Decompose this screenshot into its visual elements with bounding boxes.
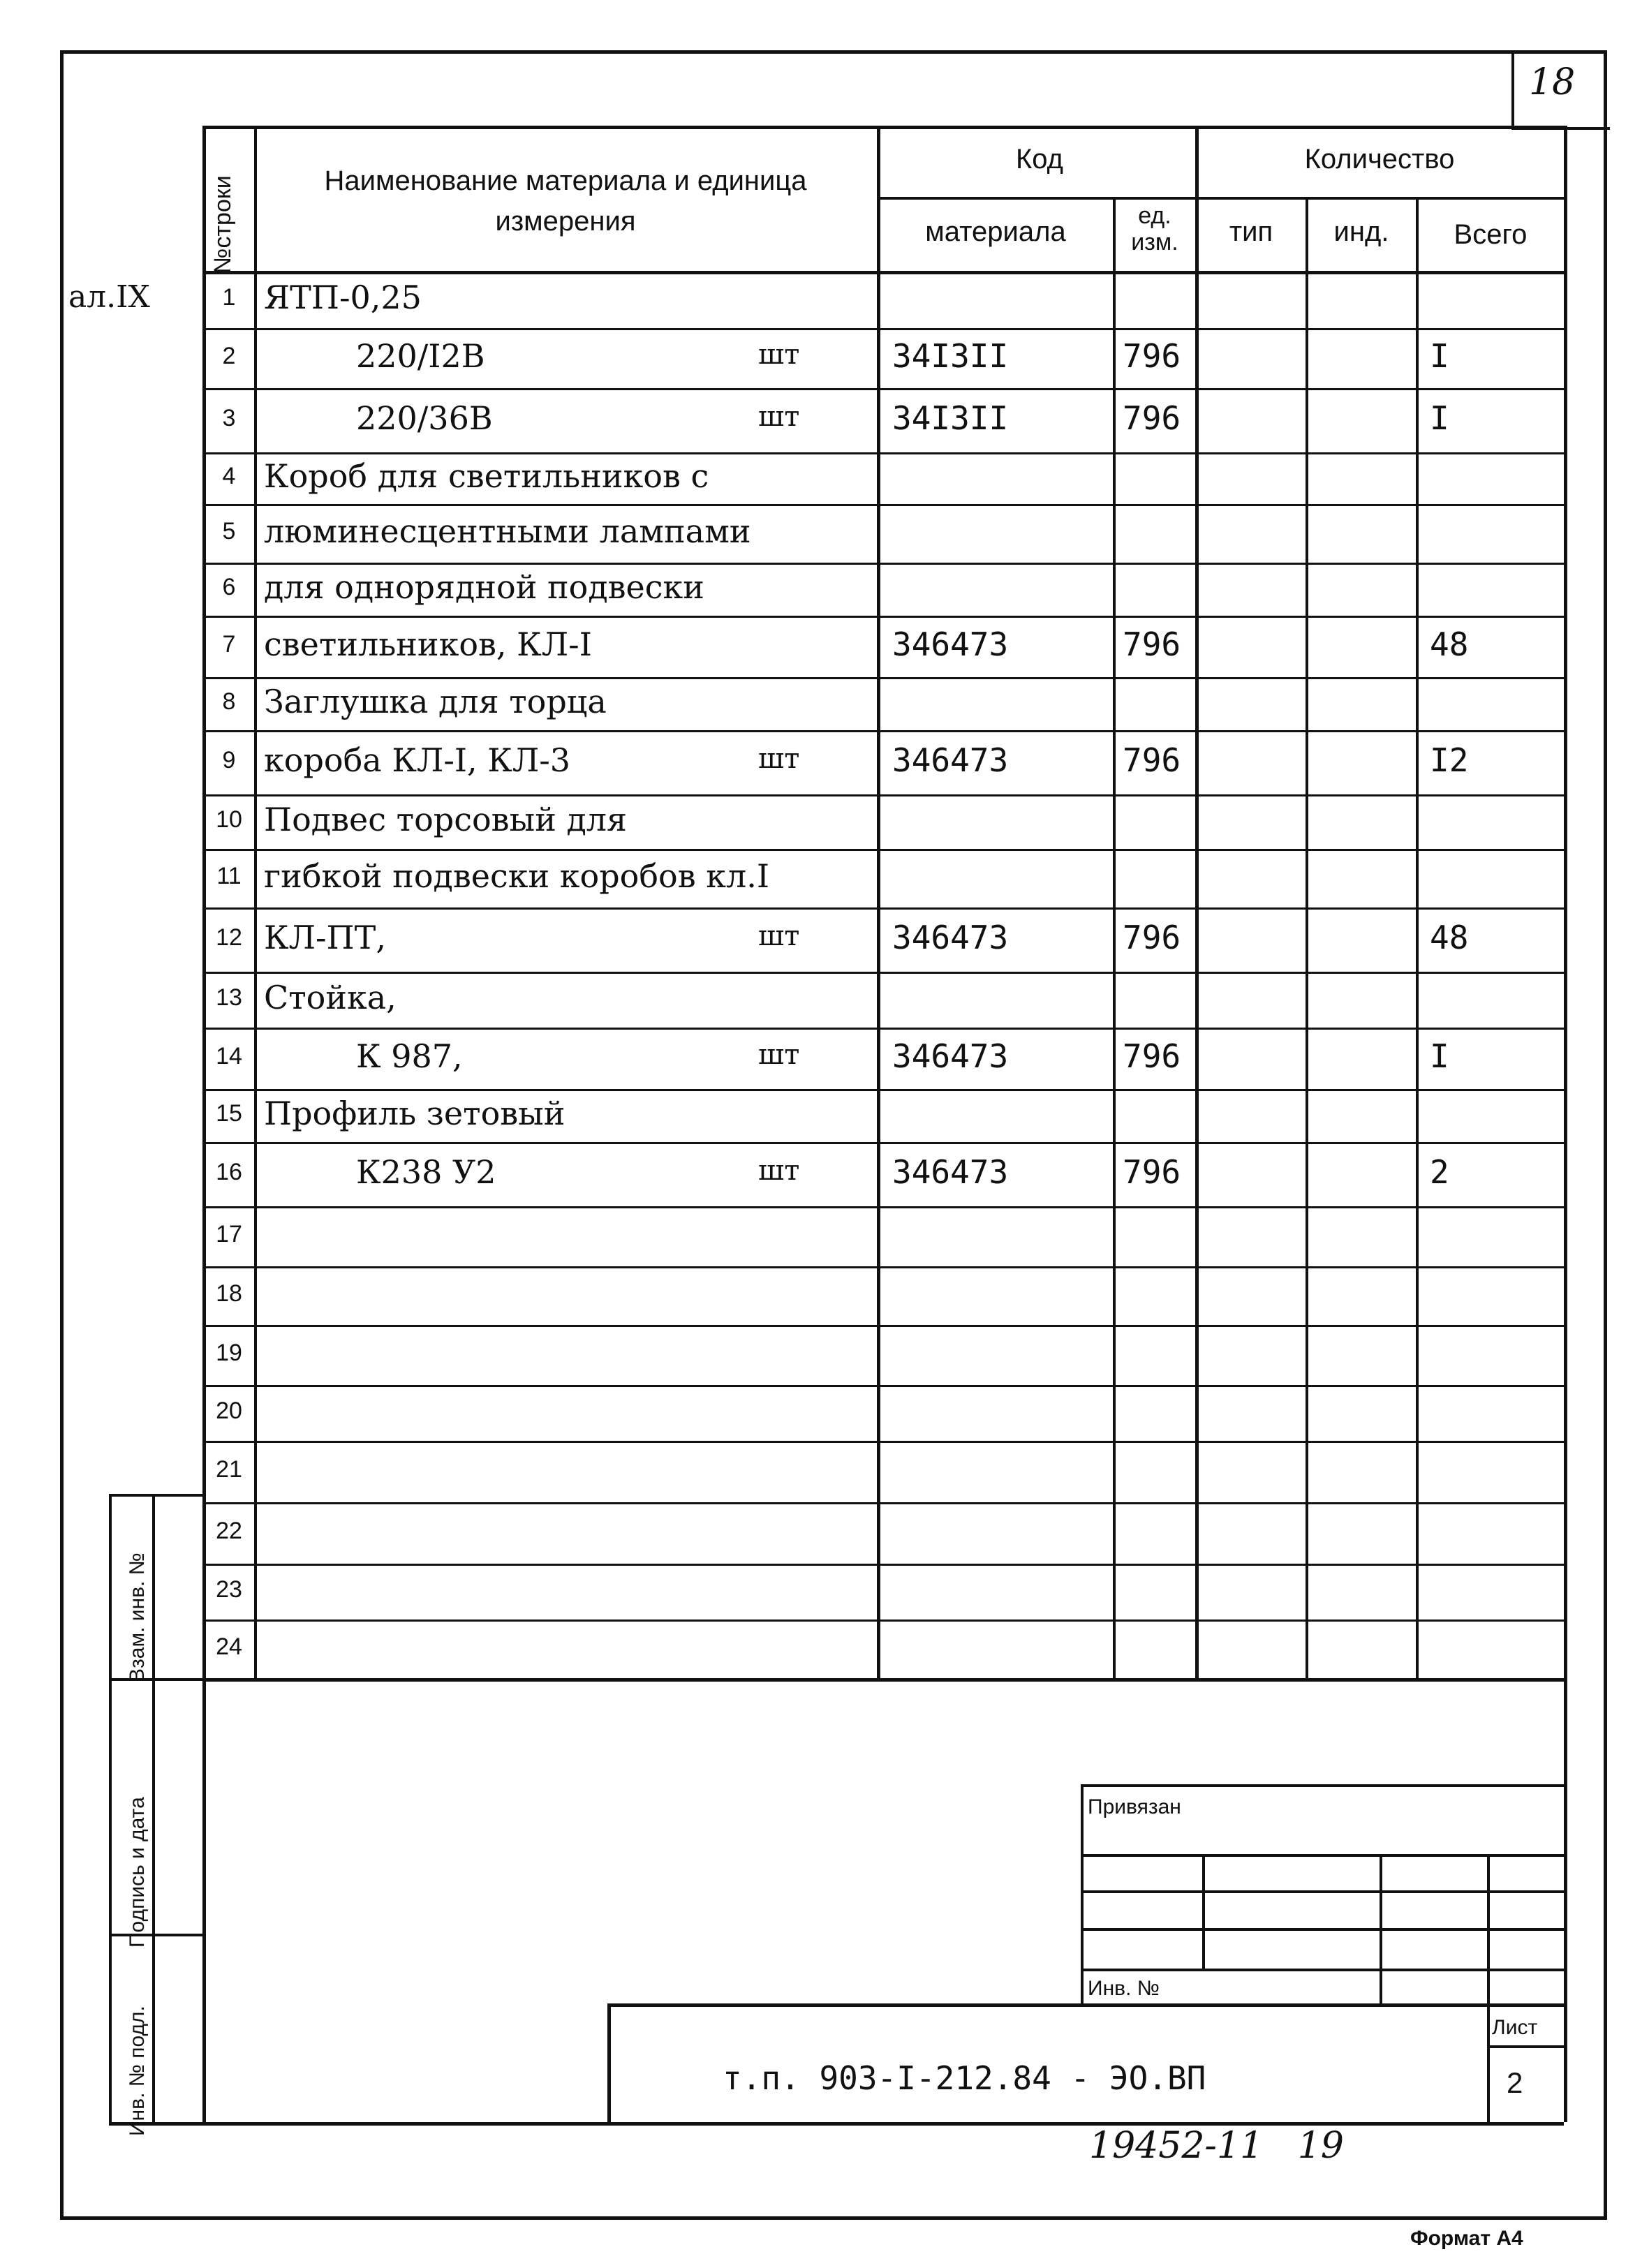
header-unit: ед. изм.: [1131, 202, 1178, 255]
row-total: 48: [1430, 625, 1469, 663]
row-name: ЯТП-0,25: [264, 279, 422, 316]
row-number: 4: [222, 463, 236, 489]
h-line: [202, 794, 1564, 796]
h-line: [109, 1678, 202, 1681]
v-line: [877, 126, 880, 1678]
header-total: Всего: [1454, 219, 1528, 250]
h-line: [202, 2122, 1564, 2126]
row-number: 6: [222, 574, 236, 600]
h-line: [1081, 1969, 1564, 1971]
h-line: [202, 504, 1564, 506]
row-unit-label: шт: [758, 339, 800, 371]
h-line: [202, 1028, 1564, 1030]
handwritten-number: 19452-11 19: [1089, 2125, 1344, 2167]
row-unit-label: шт: [758, 920, 800, 952]
h-line: [109, 1494, 202, 1497]
header-name-text: Наименование материала и единица измерения: [324, 165, 807, 237]
row-name: Профиль зетовый: [264, 1095, 565, 1132]
h-line: [1081, 1928, 1564, 1931]
row-name: Короб для светильников с: [264, 457, 709, 495]
row-number: 10: [216, 806, 242, 833]
v-line: [254, 126, 257, 1678]
v-line: [1195, 126, 1199, 1678]
row-unit-code: 796: [1123, 741, 1181, 779]
row-code: 346473: [892, 919, 1009, 956]
h-line: [202, 1142, 1564, 1144]
h-line: [202, 563, 1564, 565]
h-line: [202, 126, 1564, 129]
list-label: Лист: [1492, 2016, 1538, 2039]
row-name: 220/I2В: [356, 337, 485, 375]
designation: т.п. 903-I-212.84 - ЭО.ВП: [723, 2059, 1206, 2097]
row-number: 13: [216, 984, 242, 1011]
h-line: [202, 328, 1564, 330]
header-row-no: №строки: [209, 175, 236, 274]
h-line: [1487, 2045, 1564, 2048]
h-line: [202, 452, 1564, 454]
row-total: I2: [1430, 741, 1469, 779]
v-line: [607, 2003, 611, 2122]
inv-no-label: Инв. №: [1088, 1977, 1160, 2000]
v-line: [1487, 1854, 1490, 2122]
page-frame: [60, 50, 1607, 2220]
row-unit-code: 796: [1123, 625, 1181, 663]
v-line: [1113, 197, 1116, 1678]
v-line: [1416, 197, 1419, 1678]
h-line: [202, 907, 1564, 910]
list-number: 2: [1507, 2066, 1523, 2099]
v-line: [1202, 1854, 1205, 1969]
h-line: [202, 1325, 1564, 1327]
row-total: I: [1430, 399, 1449, 437]
row-name: для однорядной подвески: [264, 568, 704, 606]
row-number: 19: [216, 1340, 242, 1366]
row-name: люминесцентными лампами: [264, 512, 751, 550]
row-total: 48: [1430, 919, 1469, 956]
h-line: [607, 2003, 1564, 2007]
row-unit-label: шт: [758, 401, 800, 433]
h-line: [202, 1441, 1564, 1443]
row-code: 346473: [892, 1037, 1009, 1075]
h-line: [202, 388, 1564, 390]
row-number: 24: [216, 1633, 242, 1660]
h-line: [202, 1206, 1564, 1208]
row-unit-code: 796: [1123, 1153, 1181, 1191]
row-number: 18: [216, 1280, 242, 1307]
row-unit-label: шт: [758, 1155, 800, 1187]
row-name: Стойка,: [264, 979, 397, 1016]
sidebar-inv-podl: Инв. № подл.: [126, 2006, 149, 2136]
v-line: [1564, 126, 1567, 1678]
row-total: I: [1430, 337, 1449, 375]
h-line: [109, 1934, 202, 1936]
row-name: К 987,: [356, 1037, 463, 1075]
row-number: 14: [216, 1043, 242, 1069]
h-line: [202, 849, 1564, 851]
h-line: [202, 730, 1564, 732]
row-code: 34I3II: [892, 399, 1009, 437]
sidebar-podpis: Подпись и дата: [126, 1797, 149, 1948]
header-qty: Количество: [1304, 144, 1455, 175]
v-line: [1306, 197, 1308, 1678]
row-number: 5: [222, 518, 236, 544]
row-code: 346473: [892, 1153, 1009, 1191]
row-code: 346473: [892, 625, 1009, 663]
row-number: 9: [222, 747, 236, 773]
row-number: 3: [222, 405, 236, 431]
row-total: I: [1430, 1037, 1449, 1075]
h-line: [109, 2122, 202, 2126]
row-number: 23: [216, 1576, 242, 1603]
row-name: гибкой подвески коробов кл.I: [264, 857, 770, 895]
row-name: 220/36В: [356, 399, 493, 437]
row-name: короба КЛ-I, КЛ-3: [264, 741, 571, 779]
row-name: Подвес торсовый для: [264, 801, 628, 838]
row-number: 17: [216, 1221, 242, 1247]
row-number: 21: [216, 1456, 242, 1483]
h-line: [877, 197, 1564, 200]
row-name: К238 У2: [356, 1153, 496, 1191]
h-line: [202, 616, 1564, 618]
row-number: 12: [216, 924, 242, 951]
page-number: 18: [1529, 61, 1576, 103]
row-number: 16: [216, 1159, 242, 1185]
v-line: [152, 1494, 155, 2122]
h-line: [202, 1678, 1564, 1682]
header-code: Код: [1015, 144, 1063, 175]
row-unit-code: 796: [1123, 919, 1181, 956]
row-number: 7: [222, 631, 236, 658]
sidebar-vzam: Взам. инв. №: [126, 1552, 149, 1682]
row-number: 15: [216, 1100, 242, 1127]
row-name: КЛ-ПТ,: [264, 919, 386, 956]
header-ind: инд.: [1333, 216, 1389, 247]
row-unit-label: шт: [758, 1039, 800, 1071]
h-line: [202, 1502, 1564, 1504]
row-total: 2: [1430, 1153, 1449, 1191]
h-line: [202, 1266, 1564, 1268]
header-type: тип: [1229, 216, 1273, 247]
row-code: 346473: [892, 741, 1009, 779]
h-line: [202, 972, 1564, 974]
row-number: 2: [222, 343, 236, 369]
row-name: светильников, КЛ-I: [264, 625, 592, 663]
h-line: [202, 677, 1564, 679]
h-line: [202, 1620, 1564, 1622]
v-line: [1380, 1854, 1382, 2003]
row-unit-label: шт: [758, 743, 800, 775]
row-unit-code: 796: [1123, 399, 1181, 437]
h-line: [1081, 1854, 1564, 1857]
v-line: [1564, 1678, 1567, 2122]
row-number: 1: [222, 284, 236, 311]
h-line: [202, 1089, 1564, 1091]
h-line: [202, 1564, 1564, 1566]
row-unit-code: 796: [1123, 1037, 1181, 1075]
h-line: [202, 271, 1564, 274]
side-note: ал.IX: [68, 279, 150, 315]
h-line: [1081, 1890, 1564, 1893]
row-number: 8: [222, 688, 236, 715]
h-line: [1081, 1784, 1564, 1787]
h-line: [202, 1385, 1564, 1387]
header-name: [258, 161, 873, 242]
v-line: [109, 1494, 112, 2122]
row-number: 20: [216, 1398, 242, 1424]
privyazan-label: Привязан: [1088, 1795, 1181, 1818]
format-label: Формат А4: [1410, 2227, 1523, 2250]
header-material: материала: [925, 216, 1066, 247]
row-code: 34I3II: [892, 337, 1009, 375]
row-number: 22: [216, 1518, 242, 1544]
row-name: Заглушка для торца: [264, 683, 607, 720]
row-number: 11: [216, 863, 242, 889]
row-unit-code: 796: [1123, 337, 1181, 375]
